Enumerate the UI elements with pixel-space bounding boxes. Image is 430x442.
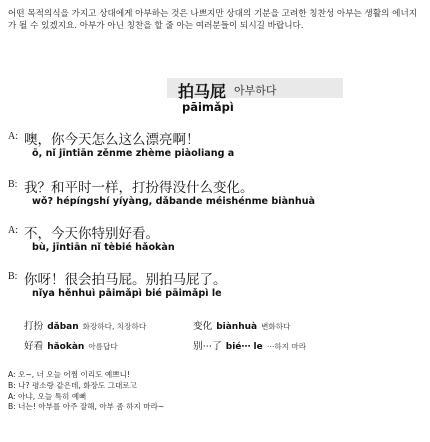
- speaker-label: A:: [8, 131, 18, 142]
- vocab-pinyin: dǎban: [47, 322, 79, 332]
- vocab-hanzi: 别⋯了: [193, 341, 222, 352]
- vocab-hanzi: 好看: [24, 341, 44, 352]
- chinese-sentence: 你呀！很会拍马屁。别拍马屁了。: [24, 272, 227, 288]
- vocab-item: [24, 338, 118, 352]
- vocab-korean: 변화하다: [261, 322, 291, 331]
- speaker-label: B:: [8, 179, 18, 190]
- pinyin-sentence: nǐya hěnhuì pāimǎpì bié pāimǎpì le: [32, 288, 222, 299]
- vocab-item: [24, 318, 146, 332]
- vocab-item: [193, 318, 290, 332]
- pinyin-sentence: wǒ? hépíngshí yíyàng, dǎbande méishénme biànhuà: [32, 196, 316, 207]
- translation-line: B: 나? 평소랑 같은데, 화장도 그대로고: [8, 380, 137, 390]
- vocab-hanzi: 变化: [193, 321, 213, 332]
- translation-line: B: 너는! 아부를 아주 잘해, 아부 좀 하지 마라~: [8, 402, 165, 412]
- vocab-pinyin: biànhuà: [216, 322, 258, 332]
- pinyin-sentence: ō, nǐ jīntiān zěnme zhème piàoliang a: [32, 148, 235, 159]
- title-pinyin: pāimǎpì: [182, 100, 234, 114]
- vocab-korean: 아름답다: [88, 342, 118, 351]
- speaker-label: B:: [8, 271, 18, 282]
- speaker-label: A:: [8, 225, 18, 236]
- chinese-sentence: 不，今天你特别好看。: [24, 226, 159, 242]
- translation-line: A: 아냐, 오늘 특히 예뻐: [8, 391, 87, 401]
- vocab-korean: 화장하다, 치장하다: [82, 322, 147, 331]
- korean-translation: [8, 370, 424, 413]
- title-korean: 아부하다: [234, 84, 277, 97]
- chinese-sentence: 噢，你今天怎么这么漂亮啊！: [24, 132, 200, 148]
- vocab-hanzi: 打扮: [24, 321, 44, 332]
- intro-paragraph: 어떤 목적의식을 가지고 상대에게 아부하는 것은 나쁘지만 상대의 기분을 고려한 칭찬성 아부는 생활의 에너지가 될 수 있겠지요. 아부가 아닌 칭찬을 할 줄 아는 여러분들이 되시길 바랍니다.: [8, 9, 418, 32]
- pinyin-sentence: bù, jīntiān nǐ tèbié hǎokàn: [32, 242, 175, 253]
- chinese-sentence: 我？和平时一样，打扮得没什么变化。: [24, 180, 254, 196]
- vocab-korean: ⋯하지 마라: [266, 342, 307, 351]
- translation-line: A: 오~, 너 오늘 어쩜 이리도 예쁘니!: [8, 370, 130, 379]
- vocab-item: [193, 338, 306, 352]
- vocab-pinyin: hǎokàn: [47, 342, 85, 352]
- vocab-pinyin: bié⋯ le: [225, 342, 263, 352]
- title-hanzi: 拍马屁: [178, 82, 227, 101]
